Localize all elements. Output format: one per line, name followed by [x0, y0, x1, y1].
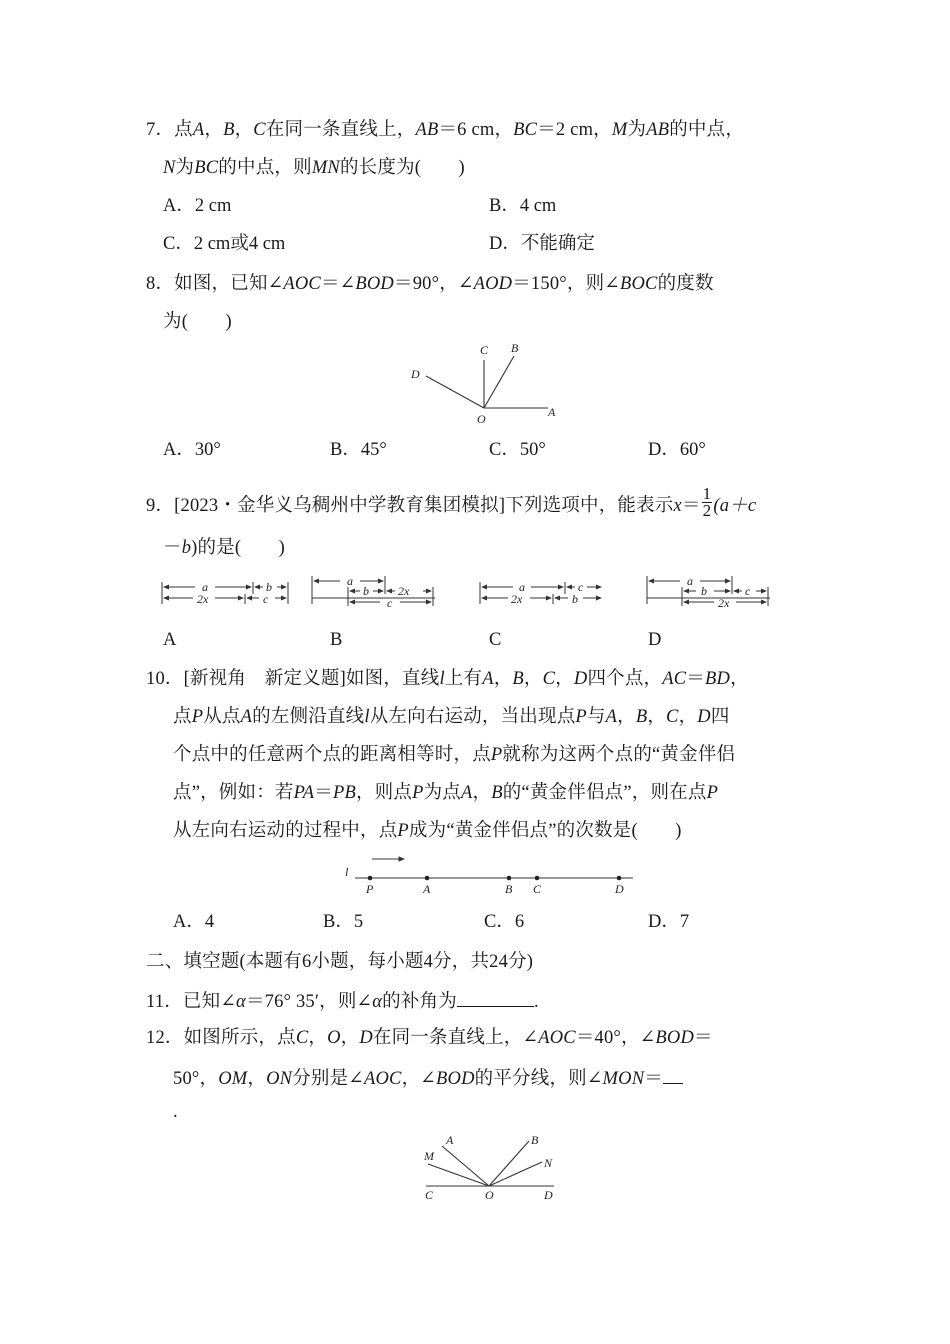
var: AC — [662, 669, 687, 689]
q8-line1 — [146, 272, 714, 296]
option-label: A． — [163, 440, 195, 460]
var: AB — [646, 120, 670, 140]
label-c: C — [480, 343, 489, 357]
option-label: B． — [323, 912, 354, 932]
text: 的左侧沿直线 — [252, 707, 365, 727]
label-d: D — [544, 1188, 553, 1202]
var: BOD — [436, 1069, 475, 1089]
var: OM — [218, 1069, 248, 1089]
text: ＝∠ — [320, 274, 356, 294]
var: P — [575, 707, 587, 727]
text: 点”，例如：若 — [173, 783, 294, 803]
seg-label: a — [687, 574, 693, 588]
var: AB — [415, 120, 439, 140]
label-m: M — [424, 1149, 434, 1163]
var: A — [192, 120, 205, 140]
text: ， — [617, 707, 636, 727]
q7-line1 — [146, 118, 744, 142]
q11-number: 11． — [146, 992, 183, 1012]
q12-number: 12． — [146, 1028, 184, 1048]
seg-label: b — [572, 592, 578, 606]
text: ＝90°，∠ — [394, 274, 474, 294]
seg-label: c — [387, 596, 393, 610]
q9-option-d[interactable] — [648, 628, 661, 652]
answer-blank[interactable] — [457, 988, 534, 1007]
text: 的长度为( ) — [339, 158, 465, 178]
q7-number: 7． — [146, 120, 175, 140]
option-text: 2 cm — [194, 196, 232, 216]
label-b: B — [505, 882, 513, 896]
q12-line2 — [173, 1065, 683, 1091]
label-o: O — [485, 1188, 494, 1202]
var: ON — [266, 1069, 293, 1089]
q7-line2 — [163, 156, 465, 180]
q10-line5 — [173, 819, 682, 843]
seg-label: c — [263, 592, 269, 606]
var: P — [412, 783, 424, 803]
option-text: 6 — [514, 912, 525, 932]
seg-label: b — [363, 584, 369, 598]
text: 从点 — [203, 707, 241, 727]
text: ， — [730, 669, 749, 689]
var: l — [364, 707, 370, 727]
option-label: D． — [648, 912, 680, 932]
q10-line1 — [146, 667, 749, 691]
option-label: C — [489, 630, 502, 650]
seg-label: c — [578, 580, 584, 594]
var: B — [512, 669, 524, 689]
var: C — [295, 1028, 309, 1048]
q7-option-b[interactable] — [489, 194, 556, 218]
label-l: l — [345, 865, 349, 879]
var: A — [461, 783, 473, 803]
var: b — [181, 538, 192, 558]
text: 与 — [586, 707, 606, 727]
q9-option-b[interactable] — [330, 628, 342, 652]
option-label: A． — [173, 912, 205, 932]
q12-angle-figure — [410, 1125, 570, 1210]
q8-option-a[interactable] — [163, 438, 221, 462]
var: B — [635, 707, 648, 727]
label-o: O — [477, 412, 486, 426]
text: 为点 — [423, 783, 461, 803]
text: 如图，已知∠ — [174, 274, 284, 294]
label-a: A — [548, 405, 556, 419]
option-label: D． — [489, 234, 521, 254]
var: MON — [602, 1069, 645, 1089]
var: BC — [194, 158, 219, 178]
text: 二、填空题(本题有6小题，每小题4分，共24分) — [146, 952, 534, 972]
q9-figure-c — [473, 578, 608, 614]
text: 为( ) — [163, 312, 232, 332]
text: 从左向右运动的过程中，点 — [173, 821, 398, 841]
var: M — [611, 120, 628, 140]
option-label: B． — [330, 440, 361, 460]
q10-line4 — [173, 781, 718, 805]
option-label: C． — [163, 234, 194, 254]
text: 的平分线，则∠ — [474, 1069, 603, 1089]
fraction-denominator: 2 — [702, 501, 712, 520]
option-label: D． — [648, 440, 680, 460]
text: 为 — [627, 120, 647, 140]
text: 在同一条直线上， — [265, 120, 416, 140]
var: α — [372, 992, 383, 1012]
q9-option-a[interactable] — [163, 628, 176, 652]
text: ， — [247, 1069, 267, 1089]
text: ＝40°，∠ — [575, 1028, 656, 1048]
var: A — [482, 669, 494, 689]
q12-line3 — [173, 1100, 178, 1124]
q8-option-b[interactable] — [330, 438, 387, 462]
option-text: 4 — [204, 912, 215, 932]
var: AOC — [538, 1028, 576, 1048]
seg-label: a — [202, 580, 208, 594]
var: l — [439, 669, 445, 689]
q7-option-c[interactable] — [163, 232, 285, 256]
var: AOC — [364, 1069, 402, 1089]
seg-label: a — [347, 574, 353, 588]
text: ， — [647, 707, 667, 727]
q7-option-a[interactable] — [163, 194, 231, 218]
seg-label: 2x — [718, 596, 730, 610]
text: 四 — [710, 707, 730, 727]
var: PA — [293, 783, 315, 803]
seg-label: 2x — [398, 584, 410, 598]
label-p: P — [366, 882, 374, 896]
var: A — [240, 707, 253, 727]
label-b: B — [531, 1133, 539, 1147]
var: D — [697, 707, 711, 727]
var: BD — [705, 669, 731, 689]
var: AOC — [283, 274, 321, 294]
q8-option-c[interactable] — [489, 438, 546, 462]
text: ＝ — [686, 669, 705, 689]
fraction — [702, 486, 713, 519]
q10-line2 — [173, 705, 730, 729]
expr: (a＋c — [713, 495, 757, 516]
q10-number: 10． — [146, 669, 184, 689]
option-text: 4 cm — [519, 196, 557, 216]
q9-option-c[interactable] — [489, 628, 501, 652]
var: P — [706, 783, 719, 803]
text: ＝ — [681, 495, 701, 516]
seg-label: 2x — [197, 592, 209, 606]
option-label: A — [163, 630, 177, 650]
var: BC — [513, 120, 538, 140]
text: 上有 — [444, 669, 483, 689]
q8-line2 — [163, 310, 232, 334]
text: 的中点，则 — [218, 158, 312, 178]
text: 的中点， — [669, 120, 745, 140]
q9-line1 — [146, 484, 757, 523]
text: ， — [678, 707, 698, 727]
var: C — [666, 707, 679, 727]
text: 的补角为 — [382, 992, 457, 1012]
fraction-numerator: 1 — [702, 484, 712, 503]
text: 已知∠ — [182, 992, 237, 1012]
text: ， — [234, 120, 254, 140]
var: P — [490, 745, 503, 765]
text: ＝ — [314, 783, 333, 803]
option-label: B — [330, 630, 343, 650]
q9-figure-b — [305, 574, 445, 614]
option-text: 不能确定 — [520, 234, 595, 254]
text: ，则点 — [355, 783, 413, 803]
label-b: B — [511, 341, 519, 355]
text: ＝76° 35′，则∠ — [245, 992, 373, 1012]
seg-label: c — [745, 584, 751, 598]
var: B — [491, 783, 503, 803]
text: 的“黄金伴侣点”，则在点 — [502, 783, 707, 803]
var: A — [605, 707, 618, 727]
var: C — [542, 669, 556, 689]
q8-angle-figure — [400, 335, 570, 430]
seg-label: b — [266, 580, 272, 594]
text: ＝ — [694, 1028, 713, 1048]
option-label: C． — [489, 440, 520, 460]
q10-line3 — [173, 743, 735, 767]
text: 四个点， — [587, 669, 663, 689]
text: ， — [204, 120, 224, 140]
section-title — [146, 950, 533, 974]
option-text: 45° — [360, 440, 387, 460]
text: 如图所示，点 — [183, 1028, 296, 1048]
text: 个点中的任意两个点的距离相等时，点 — [173, 745, 491, 765]
var: P — [191, 707, 204, 727]
text: ＝150°，则∠ — [512, 274, 620, 294]
text: ， — [523, 669, 543, 689]
var: N — [163, 158, 176, 178]
text: ， — [308, 1028, 328, 1048]
seg-label: b — [701, 584, 707, 598]
text: ＝ — [644, 1069, 663, 1089]
text: ， — [493, 669, 513, 689]
var: α — [236, 992, 246, 1012]
var: D — [359, 1028, 373, 1048]
text: 点 — [173, 707, 192, 727]
q11-line — [146, 988, 539, 1014]
label-a: A — [423, 882, 431, 896]
option-label: A． — [163, 196, 195, 216]
text: 的度数 — [657, 274, 714, 294]
q8-option-d[interactable] — [648, 438, 706, 462]
var: BOC — [619, 274, 658, 294]
text: ， — [555, 669, 574, 689]
var: B — [223, 120, 235, 140]
label-c: C — [533, 882, 542, 896]
option-text: 7 — [679, 912, 690, 932]
text: 成为“黄金伴侣点”的次数是( ) — [408, 821, 682, 841]
var: x — [673, 495, 682, 516]
seg-label: 2x — [511, 592, 523, 606]
option-text: 5 — [353, 912, 364, 932]
q8-number: 8． — [146, 274, 175, 294]
var: P — [397, 821, 409, 841]
text: )的是( ) — [191, 538, 286, 558]
text: . — [173, 1102, 178, 1122]
text: － — [163, 538, 182, 558]
var: D — [573, 669, 588, 689]
text: 点 — [174, 120, 193, 140]
q10-option-d[interactable] — [648, 910, 689, 934]
var: BOD — [355, 274, 394, 294]
option-label: B． — [489, 196, 520, 216]
q9-number: 9． — [146, 495, 175, 516]
label-n: N — [544, 1156, 553, 1170]
option-text: 60° — [679, 440, 706, 460]
q10-option-b[interactable] — [323, 910, 363, 934]
var: BOD — [655, 1028, 695, 1048]
answer-blank[interactable] — [663, 1065, 683, 1084]
text: 为 — [175, 158, 195, 178]
text: ＝6 cm， — [438, 120, 514, 140]
var: PB — [332, 783, 356, 803]
label-d: D — [615, 882, 624, 896]
text: ， — [472, 783, 492, 803]
text: ，∠ — [401, 1069, 437, 1089]
option-text: 30° — [194, 440, 221, 460]
q7-option-d[interactable] — [489, 232, 595, 256]
q9-source: [2023・金华义乌稠州中学教育集团模拟] — [174, 495, 506, 516]
var: O — [327, 1028, 341, 1048]
var: MN — [311, 158, 340, 178]
var: AOD — [473, 274, 513, 294]
q12-line1 — [146, 1026, 713, 1050]
text: 从左向右运动，当出现点 — [369, 707, 576, 727]
q10-line-figure — [330, 848, 650, 900]
seg-label: a — [519, 580, 525, 594]
text: 分别是∠ — [292, 1069, 364, 1089]
option-label: D — [648, 630, 662, 650]
text: 就称为这两个点的“黄金伴侣 — [502, 745, 736, 765]
q9-figure-a — [155, 578, 295, 614]
var: C — [253, 120, 266, 140]
q10-option-c[interactable] — [484, 910, 524, 934]
q10-option-a[interactable] — [173, 910, 214, 934]
text: 下列选项中，能表示 — [505, 495, 674, 516]
q9-line2 — [163, 536, 285, 560]
option-label: C． — [484, 912, 515, 932]
text: ， — [340, 1028, 360, 1048]
q9-figure-d — [640, 574, 780, 614]
text: ＝2 cm， — [537, 120, 612, 140]
label-d: D — [411, 367, 420, 381]
option-text: 50° — [519, 440, 546, 460]
text: . — [533, 992, 539, 1012]
text: 在同一条直线上，∠ — [372, 1028, 539, 1048]
text: [新视角 新定义题]如图，直线 — [183, 669, 440, 689]
text: 50°， — [173, 1069, 219, 1089]
label-c: C — [425, 1188, 434, 1202]
label-a: A — [446, 1133, 454, 1147]
option-text: 2 cm或4 cm — [193, 234, 286, 254]
